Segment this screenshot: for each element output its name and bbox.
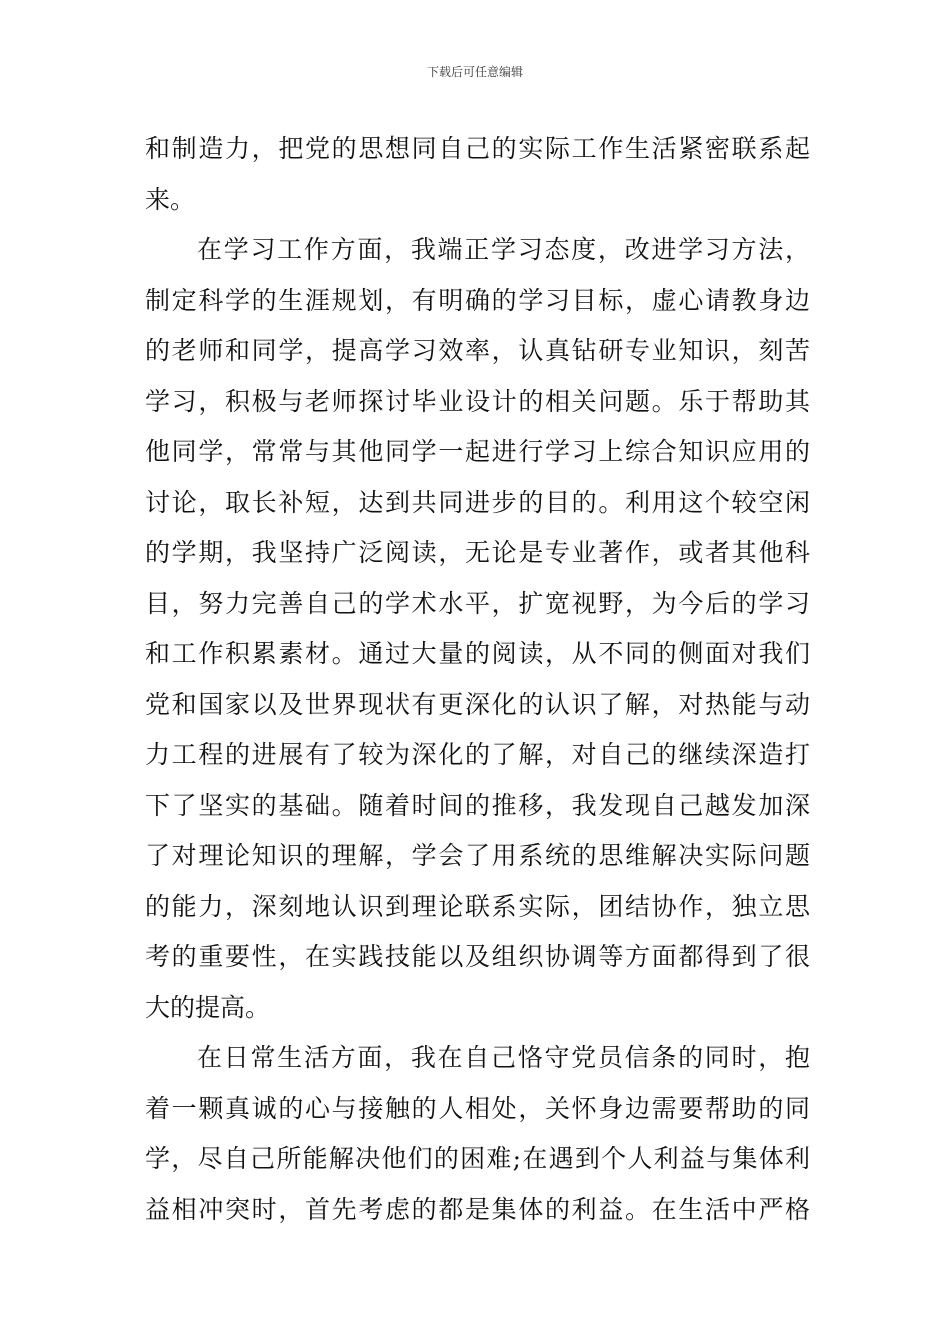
- page-header: 下载后可任意编辑: [426, 65, 523, 79]
- text-line: 的老师和同学，提高学习效率，认真钻研专业知识，刻苦: [145, 336, 810, 365]
- text-line: 来。: [145, 184, 196, 214]
- paragraph-2: [145, 225, 810, 1033]
- text-line: 着一颗真诚的心与接触的人相处，关怀身边需要帮助的同: [145, 1093, 810, 1123]
- text-line: 讨论，取长补短，达到共同进步的目的。利用这个较空闲: [145, 487, 810, 517]
- text-line: 的学期，我坚持广泛阅读，无论是专业著作，或者其他科: [145, 538, 810, 567]
- text-line: 考的重要性，在实践技能以及组织协调等方面都得到了很: [145, 942, 810, 971]
- document-body: [145, 124, 810, 1235]
- text-line: 制定科学的生涯规划，有明确的学习目标，虚心请教身边: [145, 285, 810, 315]
- text-line: 了对理论知识的理解，学会了用系统的思维解决实际问题: [145, 841, 810, 870]
- paragraph-3: [145, 1033, 810, 1235]
- text-line: 和制造力，把党的思想同自己的实际工作生活紧密联系起: [145, 134, 810, 163]
- text-line: 在日常生活方面，我在自己恪守党员信条的同时，抱: [197, 1043, 810, 1072]
- text-line: 力工程的进展有了较为深化的了解，对自己的继续深造打: [145, 740, 810, 769]
- text-line: 下了坚实的基础。随着时间的推移，我发现自己越发加深: [145, 790, 810, 820]
- text-line: 他同学，常常与其他同学一起进行学习上综合知识应用的: [145, 437, 810, 466]
- paragraph-1: [145, 124, 810, 225]
- text-line: 学习，积极与老师探讨毕业设计的相关问题。乐于帮助其: [145, 386, 810, 416]
- text-line: 和工作积累素材。通过大量的阅读，从不同的侧面对我们: [145, 639, 810, 668]
- text-line: 益相冲突时，首先考虑的都是集体的利益。在生活中严格: [145, 1194, 810, 1224]
- text-line: 学，尽自己所能解决他们的困难;在遇到个人利益与集体利: [145, 1144, 810, 1173]
- text-line: 在学习工作方面，我端正学习态度，改进学习方法，: [197, 235, 810, 264]
- text-line: 党和国家以及世界现状有更深化的认识了解，对热能与动: [145, 689, 810, 719]
- text-line: 大的提高。: [145, 992, 271, 1022]
- text-line: 目，努力完善自己的学术水平，扩宽视野，为今后的学习: [145, 588, 810, 618]
- text-line: 的能力，深刻地认识到理论联系实际，团结协作，独立思: [145, 891, 810, 921]
